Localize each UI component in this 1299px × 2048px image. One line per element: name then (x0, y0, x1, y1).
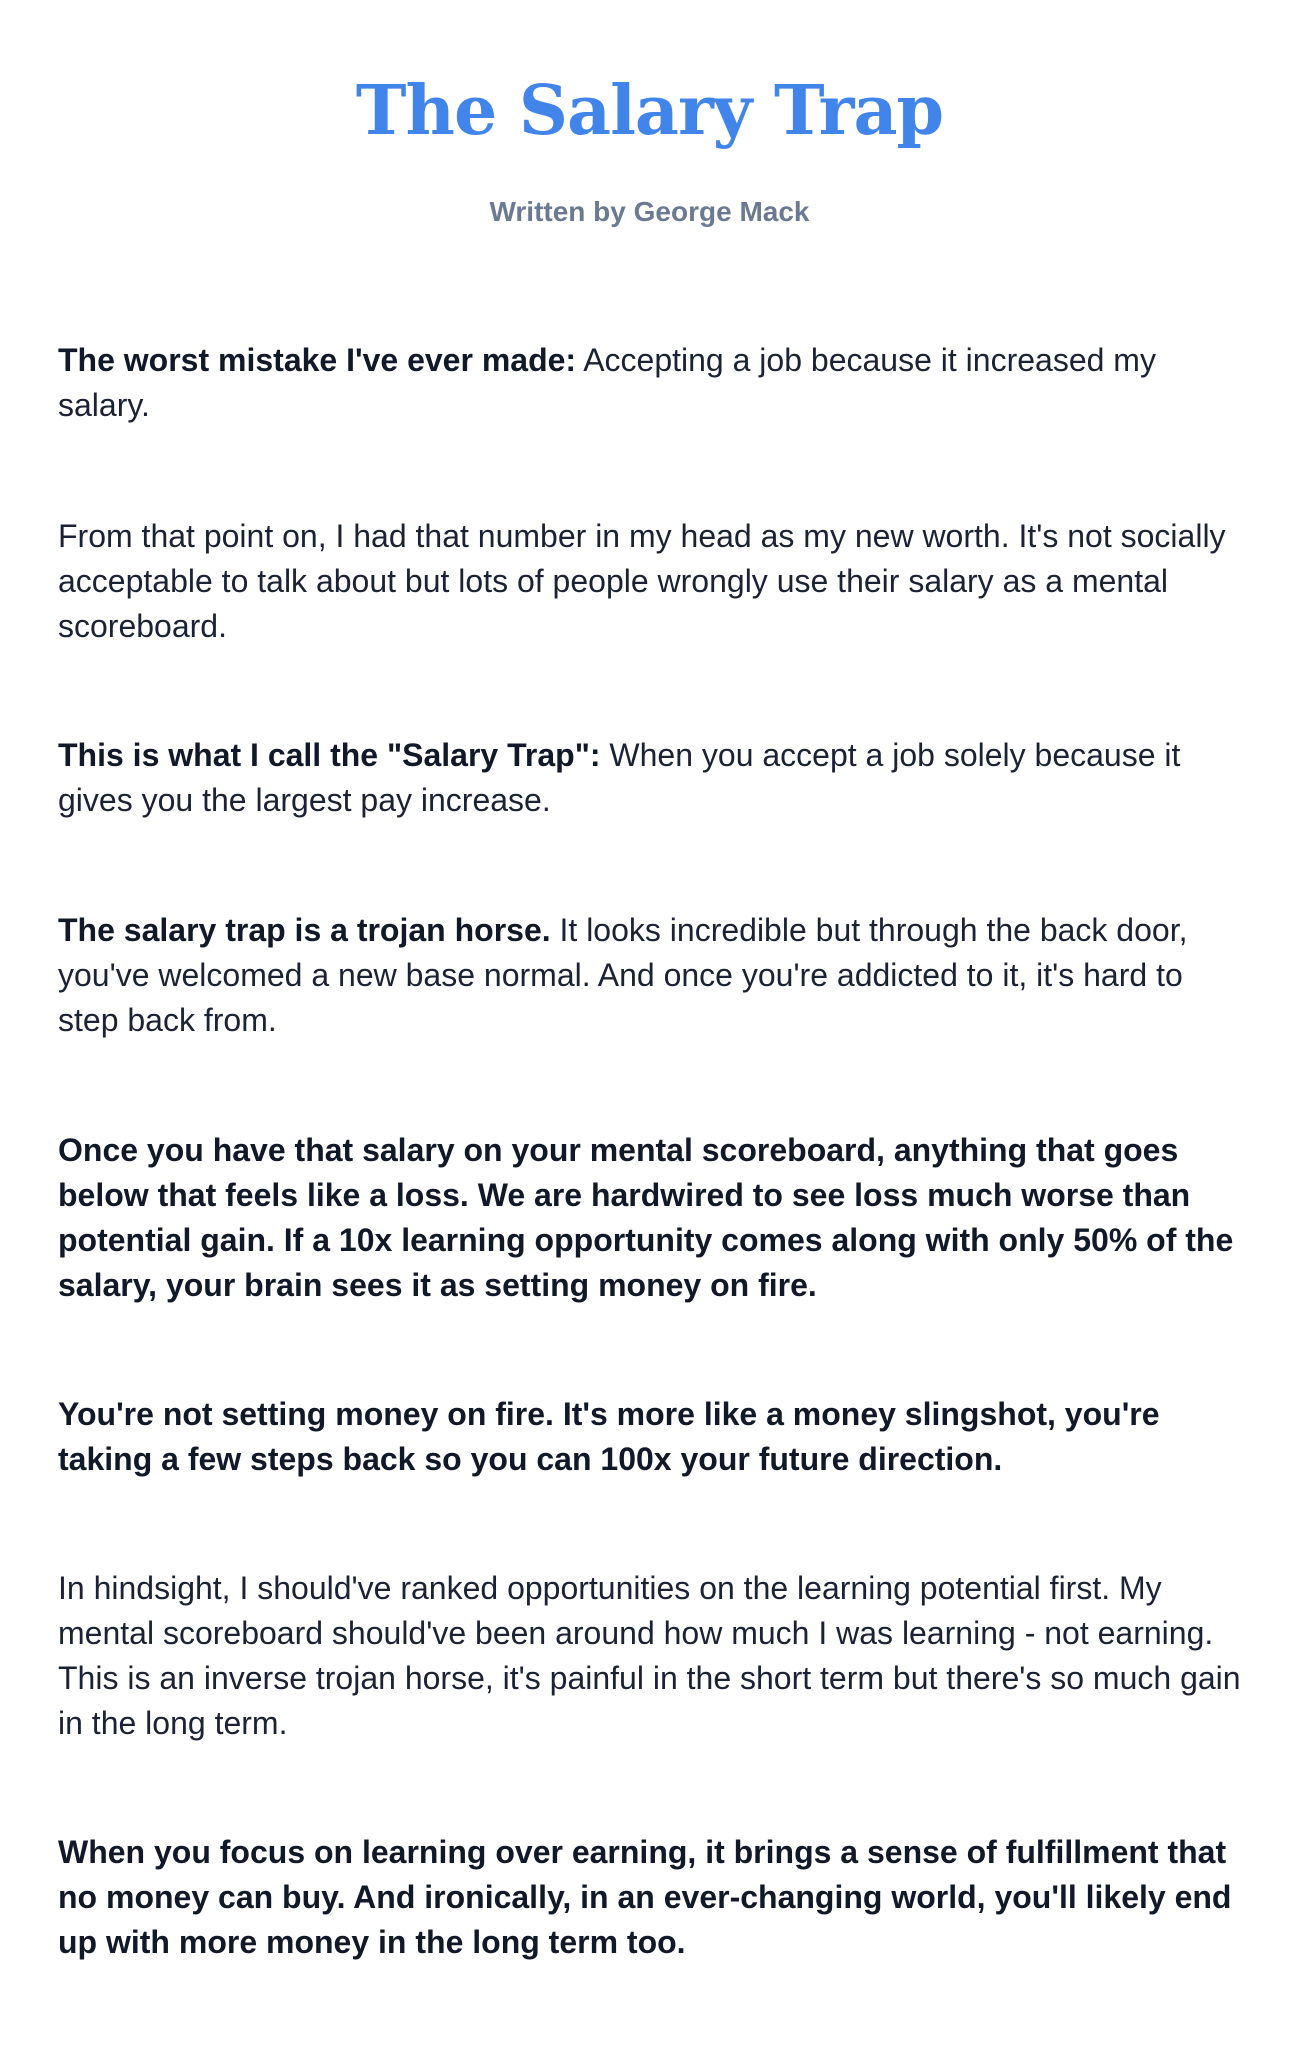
article-byline: Written by George Mack (489, 196, 810, 227)
paragraph-new-worth (58, 514, 1248, 649)
paragraph-salary-trap-definition (58, 733, 1248, 823)
paragraph-learning-over-earning: When you focus on learning over earning, it brings a sense of fulfillment that no money can buy. And ironically, in an ever-changing world, you'll likely end up with more money in the long term too. (58, 1834, 1232, 1960)
paragraph-text: It looks incredible but through the back door, you've welcomed a new base normal. And once you're addicted to it, it's hard to step back from. (58, 912, 1188, 1038)
paragraph-trojan-horse (58, 908, 1248, 1043)
paragraph-hindsight (58, 1566, 1248, 1746)
paragraph-lead: The salary trap is a trojan horse. (58, 912, 551, 948)
paragraph-text: When you accept a job solely because it gives you the largest pay increase. (58, 737, 1181, 818)
paragraph-text: In hindsight, I should've ranked opportunities on the learning potential first. My mental scoreboard should've been around how much I was learning - not earning. This is an inverse trojan horse, it's painful in the short term but there's so much gain in the long term. (58, 1570, 1241, 1741)
paragraph-text: From that point on, I had that number in my head as my new worth. It's not socially acceptable to talk about but lots of people wrongly use their salary as a mental scoreboard. (58, 518, 1226, 644)
article-title: The Salary Trap (355, 71, 944, 151)
paragraph-loss-aversion: Once you have that salary on your mental scoreboard, anything that goes below that feels like a loss. We are hardwired to see loss much worse than potential gain. If a 10x learning opportunity comes along with only 50% of the salary, your brain sees it as setting money on fire. (58, 1132, 1234, 1303)
paragraph-worst-mistake (58, 338, 1248, 428)
paragraph-lead: This is what I call the "Salary Trap": (58, 737, 601, 773)
paragraph-lead: The worst mistake I've ever made: (58, 342, 577, 378)
paragraph-text: Accepting a job because it increased my salary. (58, 342, 1156, 423)
paragraph-money-slingshot: You're not setting money on fire. It's more like a money slingshot, you're taking a few steps back so you can 100x your future direction. (58, 1396, 1160, 1477)
